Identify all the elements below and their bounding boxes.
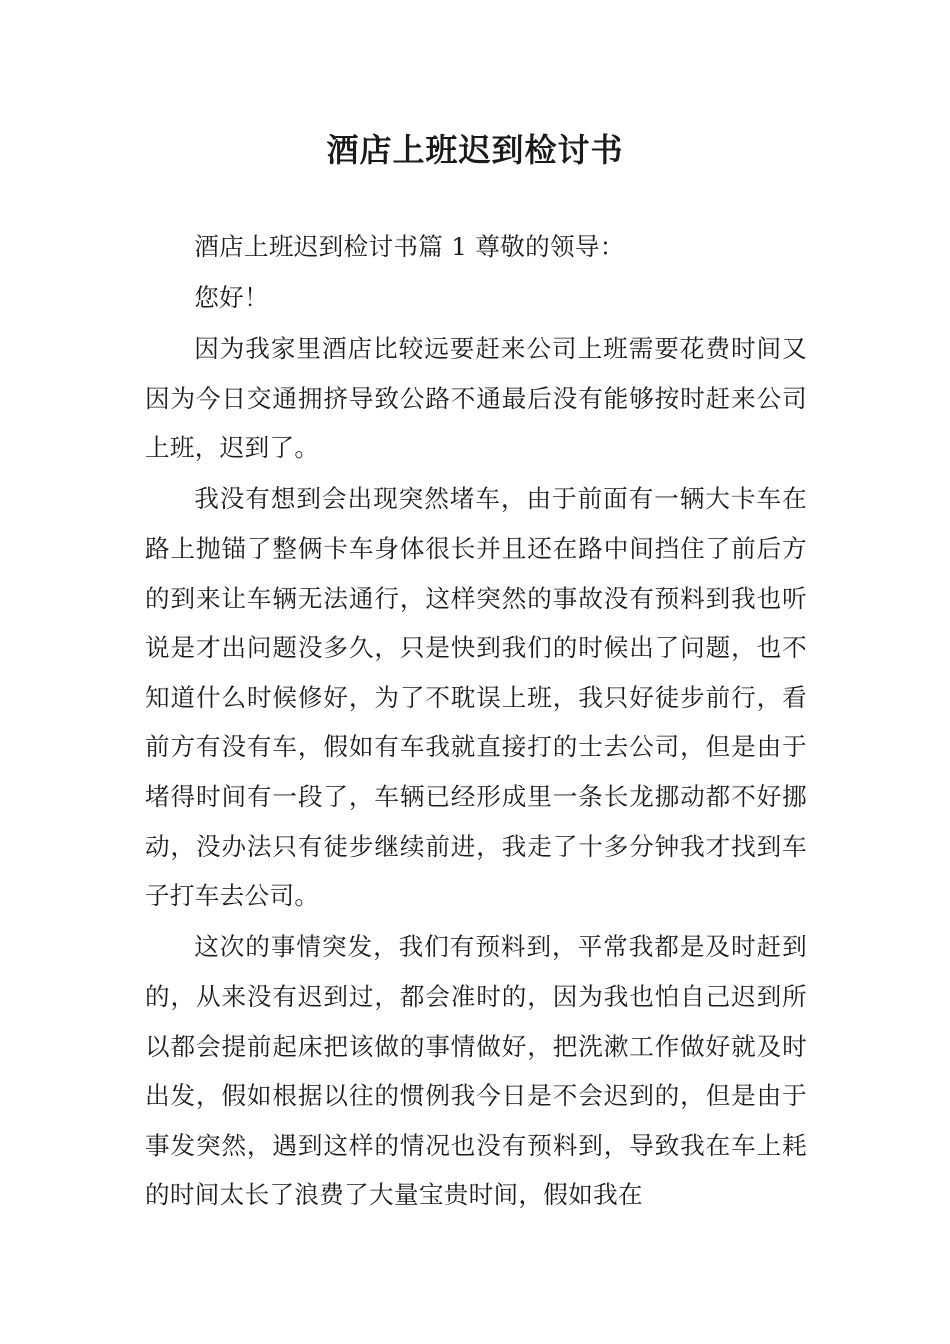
paragraph-2: 我没有想到会出现突然堵车，由于前面有一辆大卡车在路上抛锚了整俩卡车身体很长并且还在路中间挡住了前后方的到来让车辆无法通行，这样突然的事故没有预料到我也听说是才出问题没多久，只是快到我们的时候出了问题，也不知道什么时候修好，为了不耽误上班，我只好徒步前行，看前方有没有车，假如有车我就直接打的士去公司，但是由于堵得时间有一段了，车辆已经形成里一条长龙挪动都不好挪动，没办法只有徒步继续前进，我走了十多分钟我才找到车子打车去公司。 (145, 484, 807, 911)
paragraph-1: 因为我家里酒店比较远要赶来公司上班需要花费时间又因为今日交通拥挤导致公路不通最后没有能够按时赶来公司上班，迟到了。 (145, 334, 807, 463)
paragraph-greeting: 您好！ (194, 283, 269, 313)
paragraph-heading-line: 酒店上班迟到检讨书篇 1 尊敬的领导： (194, 232, 625, 261)
document-title: 酒店上班迟到检讨书 (326, 131, 624, 169)
paragraph-3: 这次的事情突发，我们有预料到，平常我都是及时赶到的，从来没有迟到过，都会准时的，因为我也怕自己迟到所以都会提前起床把该做的事情做好，把洗漱工作做好就及时出发，假如根据以往的惯例我今日是不会迟到的，但是由于事发突然，遇到这样的情况也没有预料到，导致我在车上耗的时间太长了浪费了大量宝贵时间，假如我在 (145, 932, 807, 1210)
document-body (145, 222, 807, 1221)
